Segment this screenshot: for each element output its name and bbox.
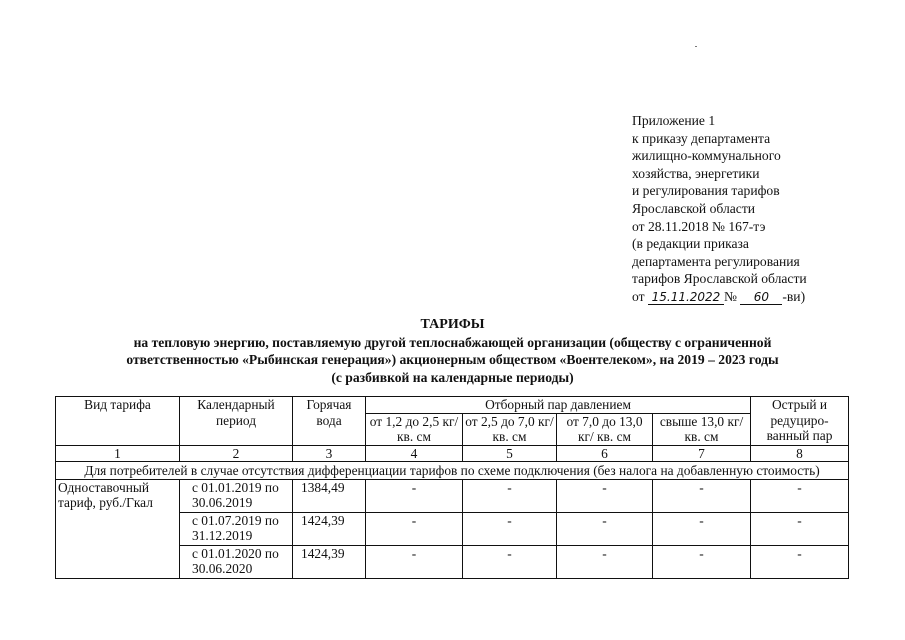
handwritten-date: 15.11.2022	[648, 291, 724, 305]
value-cell: -	[653, 545, 751, 578]
title-line-1: на тепловую энергию, поставляемую другой теплоснабжающей организации (обществу с ограниченной	[133, 334, 772, 350]
column-number: 3	[293, 445, 366, 461]
appendix-line: жилищно-коммунального	[632, 148, 781, 164]
number-sign: №	[723, 288, 737, 304]
column-number: 8	[751, 445, 849, 461]
hot-water-value: 1384,49	[293, 479, 366, 512]
appendix-line: хозяйства, энергетики	[632, 165, 760, 181]
column-number: 1	[56, 445, 180, 461]
value-cell: -	[557, 479, 653, 512]
tariff-name: Одноставочный тариф, руб./Гкал	[56, 479, 180, 578]
section-title: Для потребителей в случае отсутствия дифференциации тарифов по схеме подключения (без налога на добавленную стоимость)	[56, 461, 849, 479]
header-steam-4: свыше 13,0 кг/ кв. см	[653, 413, 751, 445]
amendment-prefix: от	[632, 288, 645, 304]
appendix-amendment-line	[632, 288, 892, 306]
title-heading: ТАРИФЫ	[420, 317, 485, 332]
header-row-1	[56, 397, 849, 414]
value-cell: -	[653, 479, 751, 512]
tariff-table	[55, 396, 849, 579]
value-cell: -	[366, 512, 463, 545]
handwritten-number: 60	[740, 291, 782, 305]
value-cell: -	[751, 479, 849, 512]
hot-water-value: 1424,39	[293, 512, 366, 545]
header-steam-1: от 1,2 до 2,5 кг/ кв. см	[366, 413, 463, 445]
column-number: 6	[557, 445, 653, 461]
value-cell: -	[557, 545, 653, 578]
appendix-line: и регулирования тарифов	[632, 183, 780, 199]
period-cell: с 01.01.2019 по 30.06.2019	[180, 479, 293, 512]
column-number-row	[56, 445, 849, 461]
value-cell: -	[366, 479, 463, 512]
header-hot-water: Горячая вода	[293, 397, 366, 446]
appendix-line: к приказу департамента	[632, 130, 771, 146]
table-row	[56, 479, 849, 512]
appendix-line: тарифов Ярославской области	[632, 271, 807, 287]
appendix-line: Приложение 1	[632, 113, 716, 128]
section-row	[56, 461, 849, 479]
header-steam-3: от 7,0 до 13,0 кг/ кв. см	[557, 413, 653, 445]
column-number: 2	[180, 445, 293, 461]
column-number: 4	[366, 445, 463, 461]
appendix-line: департамента регулирования	[632, 253, 800, 269]
hot-water-value: 1424,39	[293, 545, 366, 578]
value-cell: -	[463, 545, 557, 578]
appendix-line: (в редакции приказа	[632, 236, 749, 252]
value-cell: -	[366, 545, 463, 578]
title-line-3: (с разбивкой на календарные периоды)	[331, 369, 574, 385]
appendix-block	[632, 112, 892, 306]
header-tariff-type: Вид тарифа	[56, 397, 180, 446]
period-cell: с 01.01.2020 по 30.06.2020	[180, 545, 293, 578]
header-steam-group: Отборный пар давлением	[366, 397, 751, 414]
document-title	[20, 316, 885, 386]
appendix-line: Ярославской области	[632, 200, 756, 216]
amendment-suffix: -ви)	[782, 288, 806, 304]
value-cell: -	[463, 479, 557, 512]
column-number: 7	[653, 445, 751, 461]
appendix-line: от 28.11.2018 № 167-тэ	[632, 218, 766, 234]
header-period: Календарный период	[180, 397, 293, 446]
period-cell: с 01.07.2019 по 31.12.2019	[180, 512, 293, 545]
title-line-2: ответственностью «Рыбинская генерация») акционерным обществом «Воентелеком», на 2019 – 2023 годы	[126, 352, 779, 367]
value-cell: -	[751, 512, 849, 545]
header-sharp-steam: Острый и редуциро-ванный пар	[751, 397, 849, 446]
scan-speck	[695, 46, 697, 47]
value-cell: -	[751, 545, 849, 578]
header-steam-2: от 2,5 до 7,0 кг/ кв. см	[463, 413, 557, 445]
value-cell: -	[463, 512, 557, 545]
value-cell: -	[653, 512, 751, 545]
value-cell: -	[557, 512, 653, 545]
column-number: 5	[463, 445, 557, 461]
